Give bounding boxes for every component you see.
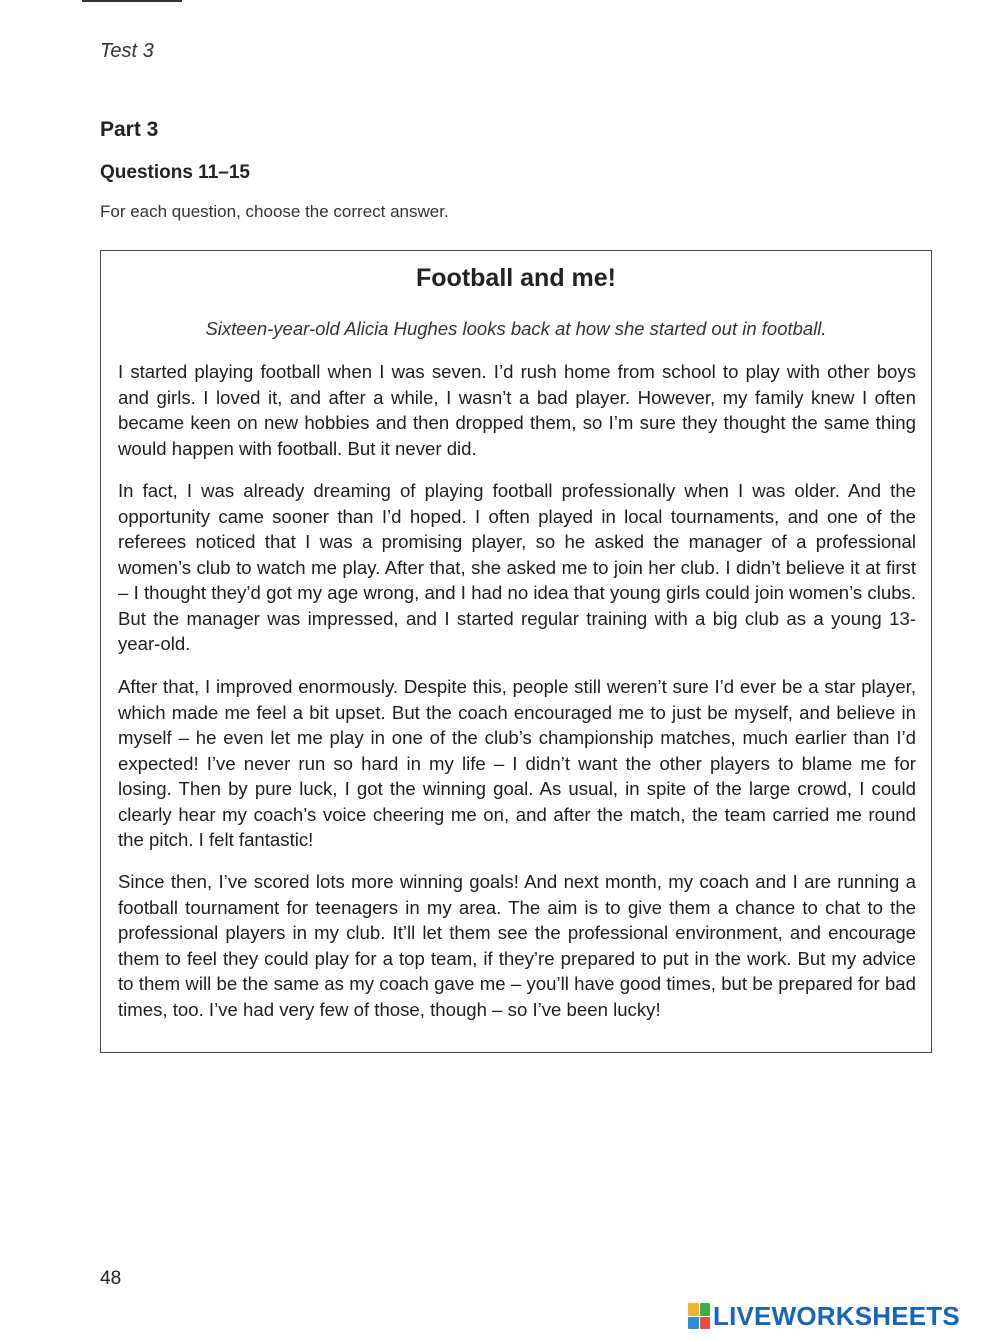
part-title: Part 3 <box>100 118 159 141</box>
top-rule <box>82 0 182 2</box>
liveworksheets-logo-icon <box>688 1303 710 1329</box>
article-paragraph-2: In fact, I was already dreaming of playing football professionally when I was older. And the opportunity came sooner than I’d hoped. I often played in local tournaments, and one of the referees noticed that I was a promising player, so he asked the manager of a professional women’s club to watch me play. After that, she asked me to join her club. I didn’t believe it at first – I thought they’d got my age wrong, and I had no idea that young girls could join women’s clubs. But the manager was impressed, and I started regular training with a big club as a young 13-year-old. <box>118 480 916 654</box>
article-paragraph-3: After that, I improved enormously. Despite this, people still weren’t sure I’d ever be a star player, which made me feel a bit upset. But the coach encouraged me to just be myself, and believe in myself – he even let me play in one of the club’s championship matches, much earlier than I’d expected! I’ve never run so hard in my life – I didn’t want the other players to blame me for losing. Then by pure luck, I got the winning goal. As usual, in spite of the large crowd, I could clearly hear my coach’s voice cheering me on, and after the match, the team carried me round the pitch. I felt fantastic! <box>118 676 916 850</box>
article-paragraph-1: I started playing football when I was seven. I’d rush home from school to play with other boys and girls. I loved it, and after a while, I wasn’t a bad player. However, my family knew I often became keen on new hobbies and then dropped them, so I’m sure they thought the same thing would happen with football. But it never did. <box>118 361 916 459</box>
liveworksheets-watermark[interactable] <box>688 1300 960 1332</box>
page-number: 48 <box>100 1268 122 1289</box>
article-title: Football and me! <box>416 264 616 292</box>
article-paragraph-4: Since then, I’ve scored lots more winning goals! And next month, my coach and I are running a football tournament for teenagers in my area. The aim is to give them a chance to chat to the professional players in my club. It’ll let them see the professional environment, and encourage them to feel they could play for a top team, if they’re prepared to put in the work. But my advice to them will be the same as my coach gave me – you’ll have good times, but be prepared for bad times, too. I’ve had very few of those, though – so I’ve been lucky! <box>118 871 916 1020</box>
test-label: Test 3 <box>100 40 154 62</box>
article-subtitle: Sixteen-year-old Alicia Hughes looks back at how she started out in football. <box>205 318 827 339</box>
questions-title: Questions 11–15 <box>100 162 250 183</box>
instruction-text: For each question, choose the correct answer. <box>100 202 449 221</box>
watermark-text: LIVEWORKSHEETS <box>713 1300 960 1331</box>
